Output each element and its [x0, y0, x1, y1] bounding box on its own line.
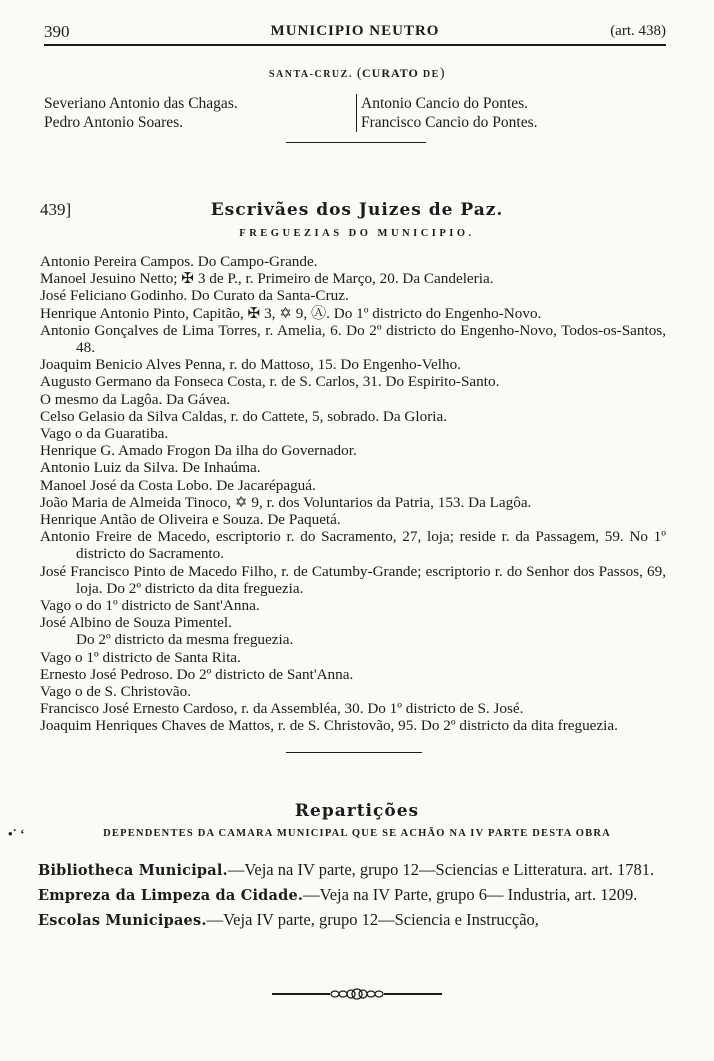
- list-item: Manoel Jesuino Netto; ✠ 3 de P., r. Primeiro de Março, 20. Da Candeleria.: [40, 270, 494, 288]
- list-item: Augusto Germano da Fonseca Costa, r. de S. Carlos, 31. Do Espirito-Santo.: [40, 373, 500, 391]
- reparticoes-subtitle-text: DEPENDENTES DA CAMARA MUNICIPAL QUE SE ACHÃO NA IV PARTE DESTA OBRA: [103, 828, 611, 839]
- page-number: 390: [44, 22, 70, 41]
- list-item: Joaquim Benicio Alves Penna, r. do Mattoso, 15. Do Engenho-Velho.: [40, 356, 461, 374]
- reparticoes-title: Repartições: [294, 801, 420, 821]
- list-item: Vago o 1º districto de Santa Rita.: [40, 648, 241, 666]
- rep-name: Escolas Municipaes.: [38, 912, 207, 929]
- list-item: José Albino de Souza Pimentel.: [40, 614, 232, 632]
- curato-word: CURATO: [362, 66, 419, 80]
- curato-names-right: [356, 94, 538, 132]
- list-item: Antonio Luiz da Silva. De Inhaúma.: [40, 459, 261, 477]
- list-item: Henrique G. Amado Frogon Da ilha do Governador.: [40, 442, 357, 460]
- entries-list: [40, 253, 666, 735]
- curato-names-left: [44, 94, 238, 132]
- curato-lead: SANTA-CRUZ.: [269, 69, 353, 80]
- reparticoes-list: [38, 860, 668, 935]
- curato-heading: [0, 66, 714, 82]
- reparticoes-subtitle: [0, 828, 714, 839]
- list-item: José Francisco Pinto de Macedo Filho, r. de Catumby-Grande; escriptorio r. do Senhor dos Passos, 69, loja. Do 2º districto da dita freguezia.: [40, 562, 666, 597]
- section-number: 439]: [40, 200, 72, 219]
- list-item: Vago o do 1º districto de Sant'Anna.: [40, 597, 260, 615]
- separator-rule: [286, 142, 426, 143]
- rep-name: Bibliotheca Municipal.: [38, 862, 228, 879]
- separator-rule: [286, 752, 422, 753]
- curato-open-paren: (: [356, 66, 362, 81]
- curato-de: DE: [422, 69, 440, 80]
- name-line: Severiano Antonio das Chagas.: [44, 95, 238, 112]
- rep-text: —Veja IV parte, grupo 12—Sciencia e Instrucção,: [206, 910, 539, 929]
- list-item: Manoel José da Costa Lobo. De Jacarépaguá.: [40, 476, 316, 494]
- curato-close-paren: ): [439, 66, 445, 81]
- list-item: Antonio Gonçalves de Lima Torres, r. Amelia, 6. Do 2º districto do Engenho-Novo, Todos-os-Santos, 48.: [40, 321, 666, 357]
- list-item: Henrique Antonio Pinto, Capitão, ✠ 3, ✡ 9, Ⓐ. Do 1º districto do Engenho-Novo.: [40, 304, 542, 322]
- ornament-divider-icon: [272, 988, 442, 1000]
- list-item: João Maria de Almeida Tinoco, ✡ 9, r. dos Voluntarios da Patria, 153. Da Lagôa.: [40, 493, 532, 511]
- section-subtitle: FREGUEZIAS DO MUNICIPIO.: [239, 228, 475, 239]
- list-item: Do 2º districto da mesma freguezia.: [76, 631, 294, 649]
- rep-name: Empreza da Limpeza da Cidade.: [38, 887, 304, 904]
- list-item: Antonio Freire de Macedo, escriptorio r. do Sacramento, 27, loja; reside r. da Passagem, 59. No 1º districto do Sacramento.: [40, 528, 666, 563]
- list-item: Vago o de S. Christovão.: [40, 683, 192, 701]
- name-line: Francisco Cancio do Pontes.: [361, 114, 538, 131]
- name-line: Antonio Cancio do Pontes.: [361, 95, 529, 112]
- list-item: José Feliciano Godinho. Do Curato da Santa-Cruz.: [40, 287, 349, 305]
- name-line: Pedro Antonio Soares.: [44, 114, 184, 131]
- list-item: Henrique Antão de Oliveira e Souza. De Paquetá.: [40, 511, 341, 529]
- list-item: [38, 910, 668, 931]
- list-item: Joaquim Henriques Chaves de Mattos, r. de S. Christovão, 95. Do 2º districto da dita freguezia.: [40, 717, 618, 735]
- list-item: Antonio Pereira Campos. Do Campo-Grande.: [40, 253, 318, 270]
- rep-text: —Veja na IV Parte, grupo 6— Industria, art. 1209.: [303, 885, 638, 904]
- list-item: [38, 885, 668, 906]
- article-reference: (art. 438): [610, 23, 666, 39]
- page-header: [44, 22, 666, 46]
- list-item: Ernesto José Pedroso. Do 2º districto de Sant'Anna.: [40, 665, 354, 683]
- ink-mark-icon: •˙ ʻ: [8, 826, 25, 841]
- list-item: Vago o da Guaratiba.: [40, 425, 169, 443]
- list-item: [38, 860, 668, 881]
- list-item: Francisco José Ernesto Cardoso, r. da Assembléa, 30. Do 1º districto de S. José.: [40, 700, 524, 718]
- list-item: Celso Gelasio da Silva Caldas, r. do Cattete, 5, sobrado. Da Gloria.: [40, 407, 448, 425]
- rep-text: —Veja na IV parte, grupo 12—Sciencias e Litteratura. art. 1781.: [227, 860, 655, 879]
- list-item: O mesmo da Lagôa. Da Gávea.: [40, 390, 231, 408]
- section-title: Escrivães dos Juizes de Paz.: [210, 200, 504, 220]
- running-title: MUNICIPIO NEUTRO: [270, 23, 440, 39]
